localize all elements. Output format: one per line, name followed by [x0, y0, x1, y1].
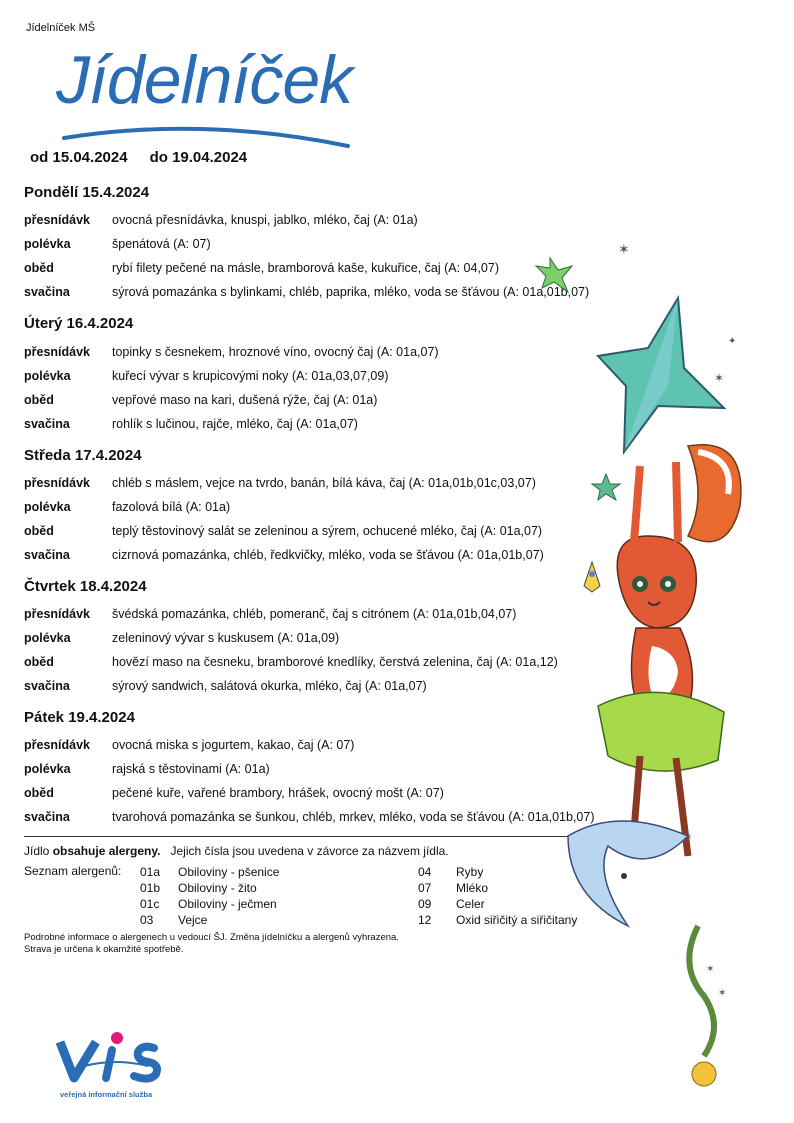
- meal-row: [24, 497, 230, 517]
- day-title: Čtvrtek 18.4.2024: [24, 578, 147, 595]
- vis-logo: [56, 1028, 176, 1102]
- meal-label: oběd: [24, 786, 54, 800]
- meal-label: oběd: [24, 261, 54, 275]
- meal-text: zeleninový vývar s kuskusem (A: 01a,09): [112, 631, 340, 645]
- allergen-item: 01a Obiloviny - pšenice: [140, 865, 280, 879]
- meal-row: [24, 210, 418, 230]
- meal-text: vepřové maso na kari, dušená rýže, čaj (A: 01a): [112, 393, 378, 407]
- meal-text: kuřecí vývar s krupicovými noky (A: 01a,03,07,09): [112, 369, 389, 383]
- meal-text: rajská s těstovinami (A: 01a): [112, 762, 270, 776]
- meal-label: polévka: [24, 762, 71, 776]
- svg-text:✶: ✶: [714, 371, 725, 385]
- meal-row: [24, 521, 542, 541]
- header-small-title: Jídelníček MŠ: [26, 22, 96, 34]
- meal-row: [24, 258, 499, 278]
- logo-text: Jídelníček: [56, 42, 353, 118]
- meal-text: tvarohová pomazánka se šunkou, chléb, mrkev, mléko, voda se šťávou (A: 01a,01b,07): [112, 810, 595, 824]
- meal-row: [24, 366, 389, 386]
- meal-label: oběd: [24, 655, 54, 669]
- meal-text: sýrová pomazánka s bylinkami, chléb, paprika, mléko, voda se šťávou (A: 01a,01b,07): [112, 285, 590, 299]
- meal-text: ovocná přesnídávka, knuspi, jablko, mléko, čaj (A: 01a): [112, 213, 418, 227]
- meal-row: [24, 604, 516, 624]
- meal-label: svačina: [24, 417, 70, 431]
- allergen-item: 01b Obiloviny - žito: [140, 881, 257, 895]
- allergen-item: 03 Vejce: [140, 913, 208, 927]
- svg-text:✶: ✶: [718, 988, 727, 999]
- meal-label: polévka: [24, 631, 71, 645]
- allergen-note-bold: obsahuje alergeny.: [52, 844, 161, 858]
- divider: [24, 836, 608, 837]
- svg-text:✶: ✶: [706, 964, 715, 975]
- meal-label: oběd: [24, 393, 54, 407]
- meal-text: rybí filety pečené na másle, bramborová kaše, kukuřice, čaj (A: 04,07): [112, 261, 499, 275]
- allergen-item: 04 Ryby: [418, 865, 484, 879]
- meal-row: [24, 473, 536, 493]
- meal-row: [24, 545, 544, 565]
- meal-text: topinky s česnekem, hroznové víno, ovocný čaj (A: 01a,07): [112, 345, 439, 359]
- allergen-item: 09 Celer: [418, 897, 485, 911]
- day-title: Pátek 19.4.2024: [24, 709, 135, 726]
- vis-tagline: veřejná informační služba: [60, 1090, 153, 1099]
- fox-star-illustration: [528, 236, 768, 1106]
- meal-label: polévka: [24, 369, 71, 383]
- meal-label: přesnídávk: [24, 476, 91, 490]
- day-title: Středa 17.4.2024: [24, 447, 142, 464]
- meal-label: přesnídávk: [24, 345, 91, 359]
- meal-text: chléb s máslem, vejce na tvrdo, banán, bílá káva, čaj (A: 01a,01b,01c,03,07): [112, 476, 536, 490]
- date-from: od 15.04.2024: [30, 149, 128, 166]
- allergen-item: 12 Oxid siřičitý a siřičitany: [418, 913, 578, 927]
- day-title: Pondělí 15.4.2024: [24, 184, 150, 201]
- allergen-note-prefix: Jídlo: [24, 844, 53, 858]
- meal-row: [24, 390, 377, 410]
- meal-row: [24, 414, 358, 434]
- meal-row: [24, 234, 211, 254]
- meal-text: hovězí maso na česneku, bramborové knedlíky, čerstvá zelenina, čaj (A: 01a,12): [112, 655, 558, 669]
- meal-row: [24, 676, 427, 696]
- meal-row: [24, 628, 339, 648]
- svg-text:✦: ✦: [728, 336, 737, 347]
- meal-row: [24, 807, 595, 827]
- meal-label: svačina: [24, 679, 70, 693]
- meal-label: přesnídávk: [24, 738, 91, 752]
- meal-row: [24, 342, 439, 362]
- meal-text: teplý těstovinový salát se zeleninou a sýrem, ochucené mléko, čaj (A: 01a,07): [112, 524, 543, 538]
- meal-label: svačina: [24, 810, 70, 824]
- date-range: [30, 149, 247, 166]
- fox-illustration-graphic: [528, 236, 768, 1106]
- meal-label: přesnídávk: [24, 213, 91, 227]
- meal-label: polévka: [24, 237, 71, 251]
- svg-text:✶: ✶: [618, 242, 630, 258]
- meal-row: [24, 759, 270, 779]
- meal-text: špenátová (A: 07): [112, 237, 211, 251]
- footer-note-1: Podrobné informace o alergenech u vedoucí ŠJ. Změna jídelníčku a alergenů vyhrazena.: [24, 932, 399, 943]
- meal-label: svačina: [24, 285, 70, 299]
- allergen-list-left: [140, 864, 279, 928]
- svg-text:✶: ✶: [684, 832, 693, 843]
- meal-row: [24, 783, 444, 803]
- allergen-item: 01c Obiloviny - ječmen: [140, 897, 277, 911]
- meal-text: pečené kuře, vařené brambory, hrášek, ovocný mošt (A: 07): [112, 786, 444, 800]
- meal-row: [24, 652, 558, 672]
- meal-text: cizrnová pomazánka, chléb, ředkvičky, mléko, voda se šťávou (A: 01a,01b,07): [112, 548, 544, 562]
- meal-row: [24, 282, 589, 302]
- logo-swoosh: [52, 112, 352, 152]
- meal-text: rohlík s lučinou, rajče, mléko, čaj (A: 01a,07): [112, 417, 358, 431]
- allergen-list-label: Seznam alergenů:: [24, 864, 122, 878]
- meal-label: oběd: [24, 524, 54, 538]
- jidelnicek-logo: [52, 40, 362, 150]
- allergen-note: [24, 844, 449, 858]
- meal-text: švédská pomazánka, chléb, pomeranč, čaj s citrónem (A: 01a,01b,04,07): [112, 607, 517, 621]
- meal-text: ovocná miska s jogurtem, kakao, čaj (A: 07): [112, 738, 355, 752]
- footer-note-2: Strava je určena k okamžité spotřebě.: [24, 944, 184, 955]
- meal-label: přesnídávk: [24, 607, 91, 621]
- allergen-note-rest: Jejich čísla jsou uvedena v závorce za názvem jídla.: [160, 844, 449, 858]
- meal-row: [24, 735, 354, 755]
- meal-text: fazolová bílá (A: 01a): [112, 500, 231, 514]
- meal-label: polévka: [24, 500, 71, 514]
- day-title: Úterý 16.4.2024: [24, 315, 134, 332]
- date-to: do 19.04.2024: [149, 149, 248, 166]
- meal-label: svačina: [24, 548, 70, 562]
- meal-text: sýrový sandwich, salátová okurka, mléko, čaj (A: 01a,07): [112, 679, 427, 693]
- allergen-item: 07 Mléko: [418, 881, 489, 895]
